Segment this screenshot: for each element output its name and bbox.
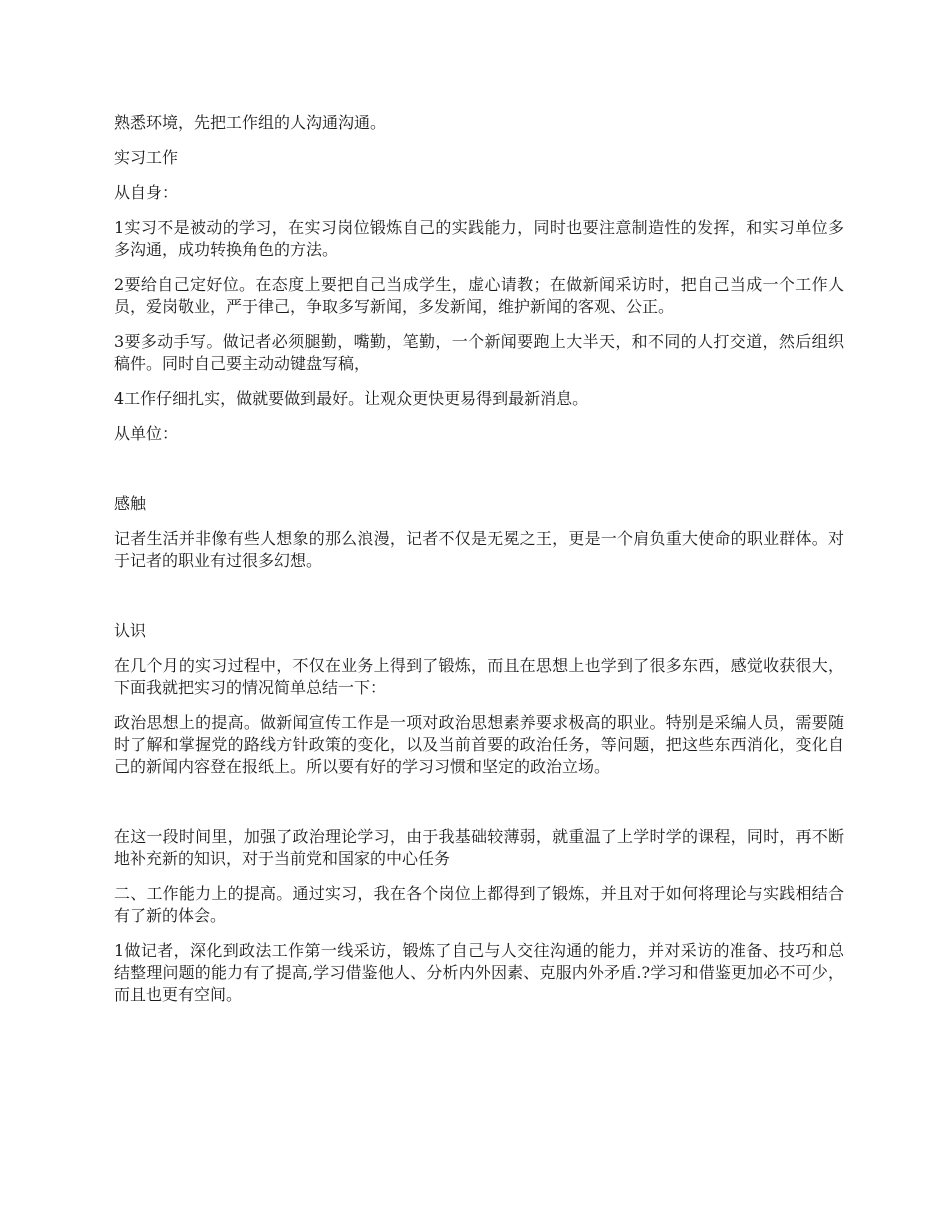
blank-line: [114, 458, 844, 493]
paragraph-reporter-experience: 1做记者，深化到政法工作第一线采访，锻炼了自己与人交往沟通的能力，并对采访的准备、技巧和总结整理问题的能力有了提高,学习借鉴他人、分析内外因素、克服内外矛盾.?学习和借鉴更加必不可少，而且也更有空间。: [114, 941, 844, 1004]
paragraph-point-4: 4工作仔细扎实，做就要做到最好。让观众更快更易得到最新消息。: [114, 389, 589, 408]
section-heading-understanding: 认识: [114, 621, 147, 640]
blank-line: [114, 585, 844, 620]
paragraph-point-2: 2要给自己定好位。在态度上要把自己当成学生，虚心请教；在做新闻采访时，把自己当成一个工作人员，爱岗敬业，严于律己，争取多写新闻，多发新闻，维护新闻的客观、公正。: [114, 275, 844, 316]
paragraph-theory-study: 在这一段时间里，加强了政治理论学习，由于我基础较薄弱，就重温了上学时学的课程，同时，再不断地补充新的知识，对于当前党和国家的中心任务: [114, 827, 844, 868]
paragraph-understanding-intro: 在几个月的实习过程中，不仅在业务上得到了锻炼，而且在思想上也学到了很多东西，感觉收获很大，下面我就把实习的情况简单总结一下：: [114, 656, 844, 697]
blank-line: [114, 791, 844, 826]
paragraph-work-ability: 二、工作能力上的提高。通过实习，我在各个岗位上都得到了锻炼，并且对于如何将理论与实践相结合有了新的体会。: [114, 884, 844, 925]
paragraph-intro: 熟悉环境，先把工作组的人沟通沟通。: [114, 113, 387, 132]
document-body: [114, 112, 844, 1019]
subheading-from-self: 从自身：: [114, 183, 179, 202]
paragraph-point-3: 3要多动手写。做记者必须腿勤，嘴勤，笔勤，一个新闻要跑上大半天，和不同的人打交道，然后组织稿件。同时自己要主动动键盘写稿，: [114, 332, 844, 373]
section-heading-internship-work: 实习工作: [114, 148, 179, 167]
paragraph-feelings: 记者生活并非像有些人想象的那么浪漫，记者不仅是无冕之王，更是一个肩负重大使命的职业群体。对于记者的职业有过很多幻想。: [114, 529, 844, 570]
section-heading-feelings: 感触: [114, 494, 147, 513]
paragraph-point-1: 1实习不是被动的学习，在实习岗位锻炼自己的实践能力，同时也要注意制造性的发挥，和实习单位多多沟通，成功转换角色的方法。: [114, 218, 844, 259]
subheading-from-unit: 从单位：: [114, 424, 179, 443]
paragraph-political-improvement: 政治思想上的提高。做新闻宣传工作是一项对政治思想素养要求极高的职业。特别是采编人员，需要随时了解和掌握党的路线方针政策的变化，以及当前首要的政治任务，等问题，把这些东西消化，变化自己的新闻内容登在报纸上。所以要有好的学习习惯和坚定的政治立场。: [114, 713, 844, 776]
